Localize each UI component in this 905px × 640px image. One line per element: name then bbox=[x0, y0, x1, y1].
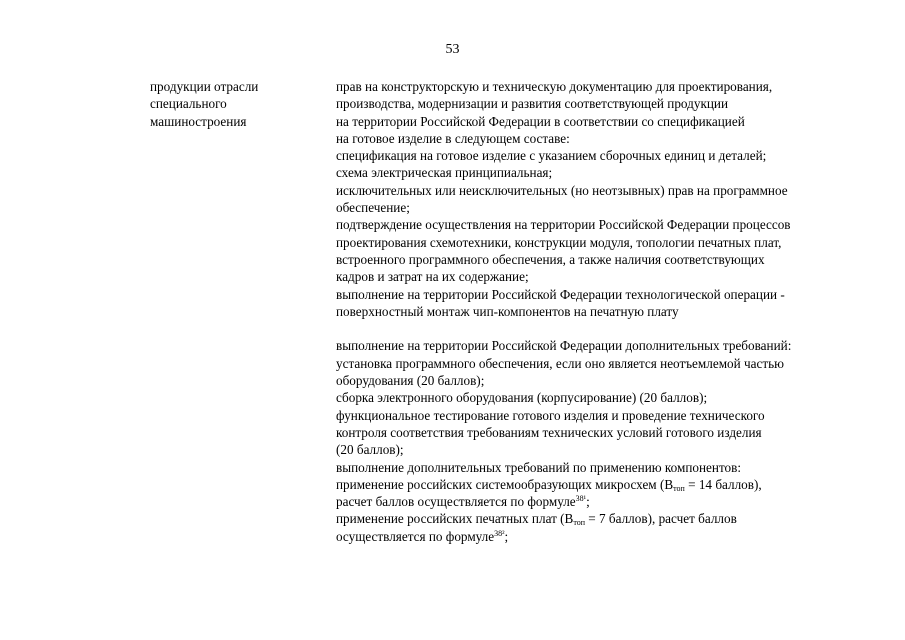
body-text-line: исключительных или неисключительных (но неотзывных) прав на программное bbox=[336, 182, 788, 198]
body-text-line: на территории Российской Федерации в соответствии со спецификацией bbox=[336, 113, 745, 129]
line-suffix: ; bbox=[504, 528, 509, 544]
left-text-line: специального bbox=[150, 96, 227, 112]
index-subscript: топ bbox=[673, 483, 685, 493]
body-text-line: прав на конструкторскую и техническую документацию для проектирования, bbox=[336, 79, 773, 94]
microchip-formula-line bbox=[336, 493, 901, 510]
microchip-requirement-line bbox=[336, 476, 901, 493]
left-column bbox=[150, 78, 320, 130]
footnote-marker: 38² bbox=[494, 528, 505, 538]
right-column bbox=[336, 78, 901, 545]
index-subscript: топ bbox=[573, 518, 585, 528]
footnote-marker: 38¹ bbox=[575, 494, 587, 504]
body-text-line: подтверждение осуществления на территории Российской Федерации процессов bbox=[336, 217, 791, 233]
body-text-line: кадров и затрат на их содержание; bbox=[336, 269, 529, 285]
microchip-text: применение российских системообразующих микросхем (B bbox=[336, 476, 674, 492]
body-text-line: выполнение на территории Российской Федерации дополнительных требований: bbox=[336, 338, 792, 354]
page-number: 53 bbox=[445, 42, 460, 57]
body-text-line: схема электрическая принципиальная; bbox=[336, 165, 553, 181]
body-text-line: на готовое изделие в следующем составе: bbox=[336, 130, 570, 146]
left-text-line: продукции отрасли bbox=[150, 79, 259, 94]
line-suffix: ; bbox=[586, 494, 590, 510]
body-text-line: проектирования схемотехники, конструкции модуля, топологии печатных плат, bbox=[336, 234, 782, 250]
body-text-line: (20 баллов); bbox=[336, 442, 404, 458]
microchip-points: = 14 баллов), bbox=[684, 476, 762, 492]
body-text-line: контроля соответствия требованиям технических условий готового изделия bbox=[336, 424, 762, 440]
formula-text: осуществляется по формуле bbox=[336, 528, 495, 544]
body-text-line: поверхностный монтаж чип-компонентов на печатную плату bbox=[336, 303, 679, 319]
left-text-line: машиностроения bbox=[150, 113, 247, 129]
pcb-text: применение российских печатных плат (B bbox=[336, 511, 574, 527]
body-text-line: спецификация на готовое изделие с указанием сборочных единиц и деталей; bbox=[336, 148, 767, 164]
body-text-line: выполнение дополнительных требований по применению компонентов: bbox=[336, 459, 742, 475]
body-text-line: обеспечение; bbox=[336, 200, 410, 216]
formula-text: расчет баллов осуществляется по формуле bbox=[336, 494, 576, 510]
body-text-line: сборка электронного оборудования (корпусирование) (20 баллов); bbox=[336, 390, 708, 406]
body-text-line: выполнение на территории Российской Федерации технологической операции - bbox=[336, 286, 785, 302]
pcb-formula-line bbox=[336, 528, 901, 545]
body-text-line: установка программного обеспечения, если оно является неотъемлемой частью bbox=[336, 355, 784, 371]
body-text-line: производства, модернизации и развития соответствующей продукции bbox=[336, 96, 729, 112]
pcb-points: = 7 баллов), расчет баллов bbox=[585, 511, 737, 527]
pcb-requirement-line bbox=[336, 510, 901, 527]
body-text-line: функциональное тестирование готового изделия и проведение технического bbox=[336, 407, 765, 423]
paragraph-gap bbox=[336, 320, 901, 337]
body-text-line: встроенного программного обеспечения, а также наличия соответствующих bbox=[336, 251, 765, 267]
body-text-line: оборудования (20 баллов); bbox=[336, 373, 485, 389]
